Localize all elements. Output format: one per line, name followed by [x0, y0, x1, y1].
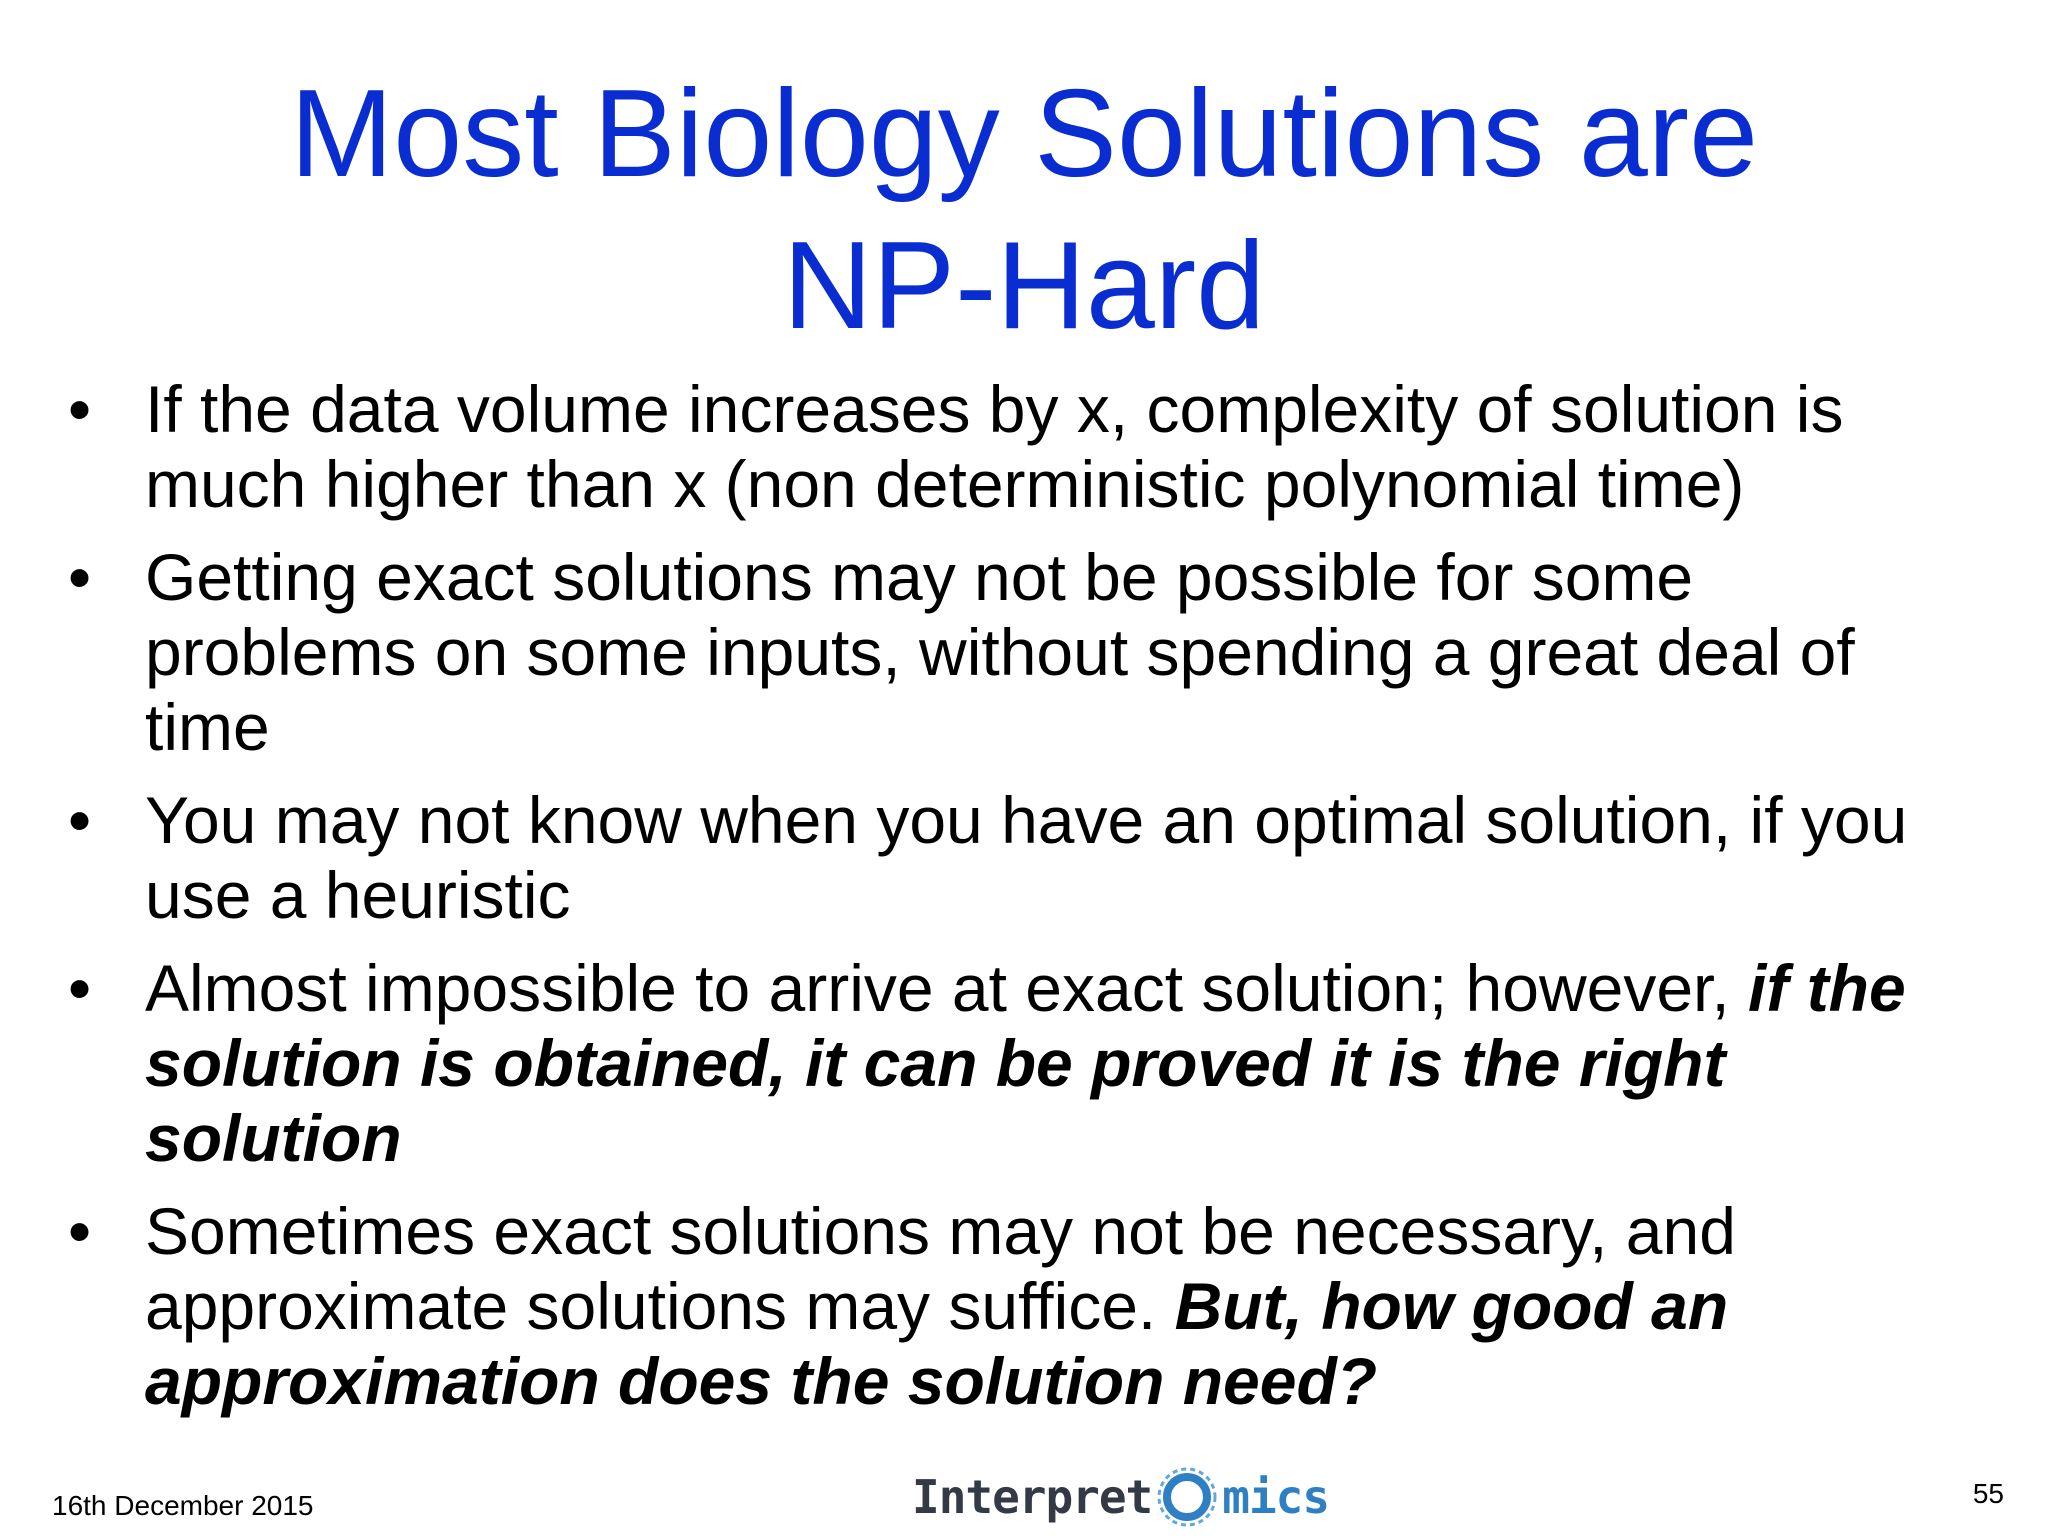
bullet-text: If the data volume increases by x, complexity of solution is much higher than x (non deterministic polynomial time) — [145, 372, 1844, 521]
bullet-text: Sometimes exact solutions may not be necessary, and approximate solutions may suffice. — [145, 1194, 1736, 1343]
bullet-emphasis: if the solution is obtained, it can be proved it is the right solution — [145, 951, 1906, 1175]
bullet-dot: • — [68, 1194, 92, 1268]
slide-title-line-2: NP-Hard — [782, 217, 1266, 355]
omics-ring-icon — [1154, 1464, 1220, 1530]
bullet-item — [60, 783, 1940, 933]
page-number: 55 — [1972, 1478, 2004, 1509]
bullet-item — [60, 540, 1940, 765]
slide-title-line-1: Most Biology Solutions are — [289, 65, 1759, 203]
slide-title — [150, 58, 1898, 362]
slide-date: 16th December 2015 — [52, 1490, 314, 1521]
bullet-text: Getting exact solutions may not be possible for some problems on some inputs, without spending a great deal of time — [145, 540, 1855, 764]
bullet-text: You may not know when you have an optimal solution, if you use a heuristic — [145, 783, 1908, 932]
bullet-item — [60, 951, 1940, 1176]
bullet-dot: • — [68, 540, 92, 614]
bullet-emphasis: But, how good an approximation does the solution need? — [145, 1269, 1729, 1418]
bullet-dot: • — [68, 372, 92, 446]
bullet-item — [60, 372, 1940, 522]
interpretomics-logo — [912, 1462, 1329, 1532]
bullet-text: Almost impossible to arrive at exact solution; however, — [145, 951, 1749, 1025]
logo-text-right: mics — [1222, 1470, 1330, 1524]
bullet-list — [60, 372, 1940, 1437]
bullet-dot: • — [68, 951, 92, 1025]
bullet-item — [60, 1194, 1940, 1419]
logo-text-left: Interpret — [912, 1470, 1153, 1524]
bullet-dot: • — [68, 783, 92, 857]
